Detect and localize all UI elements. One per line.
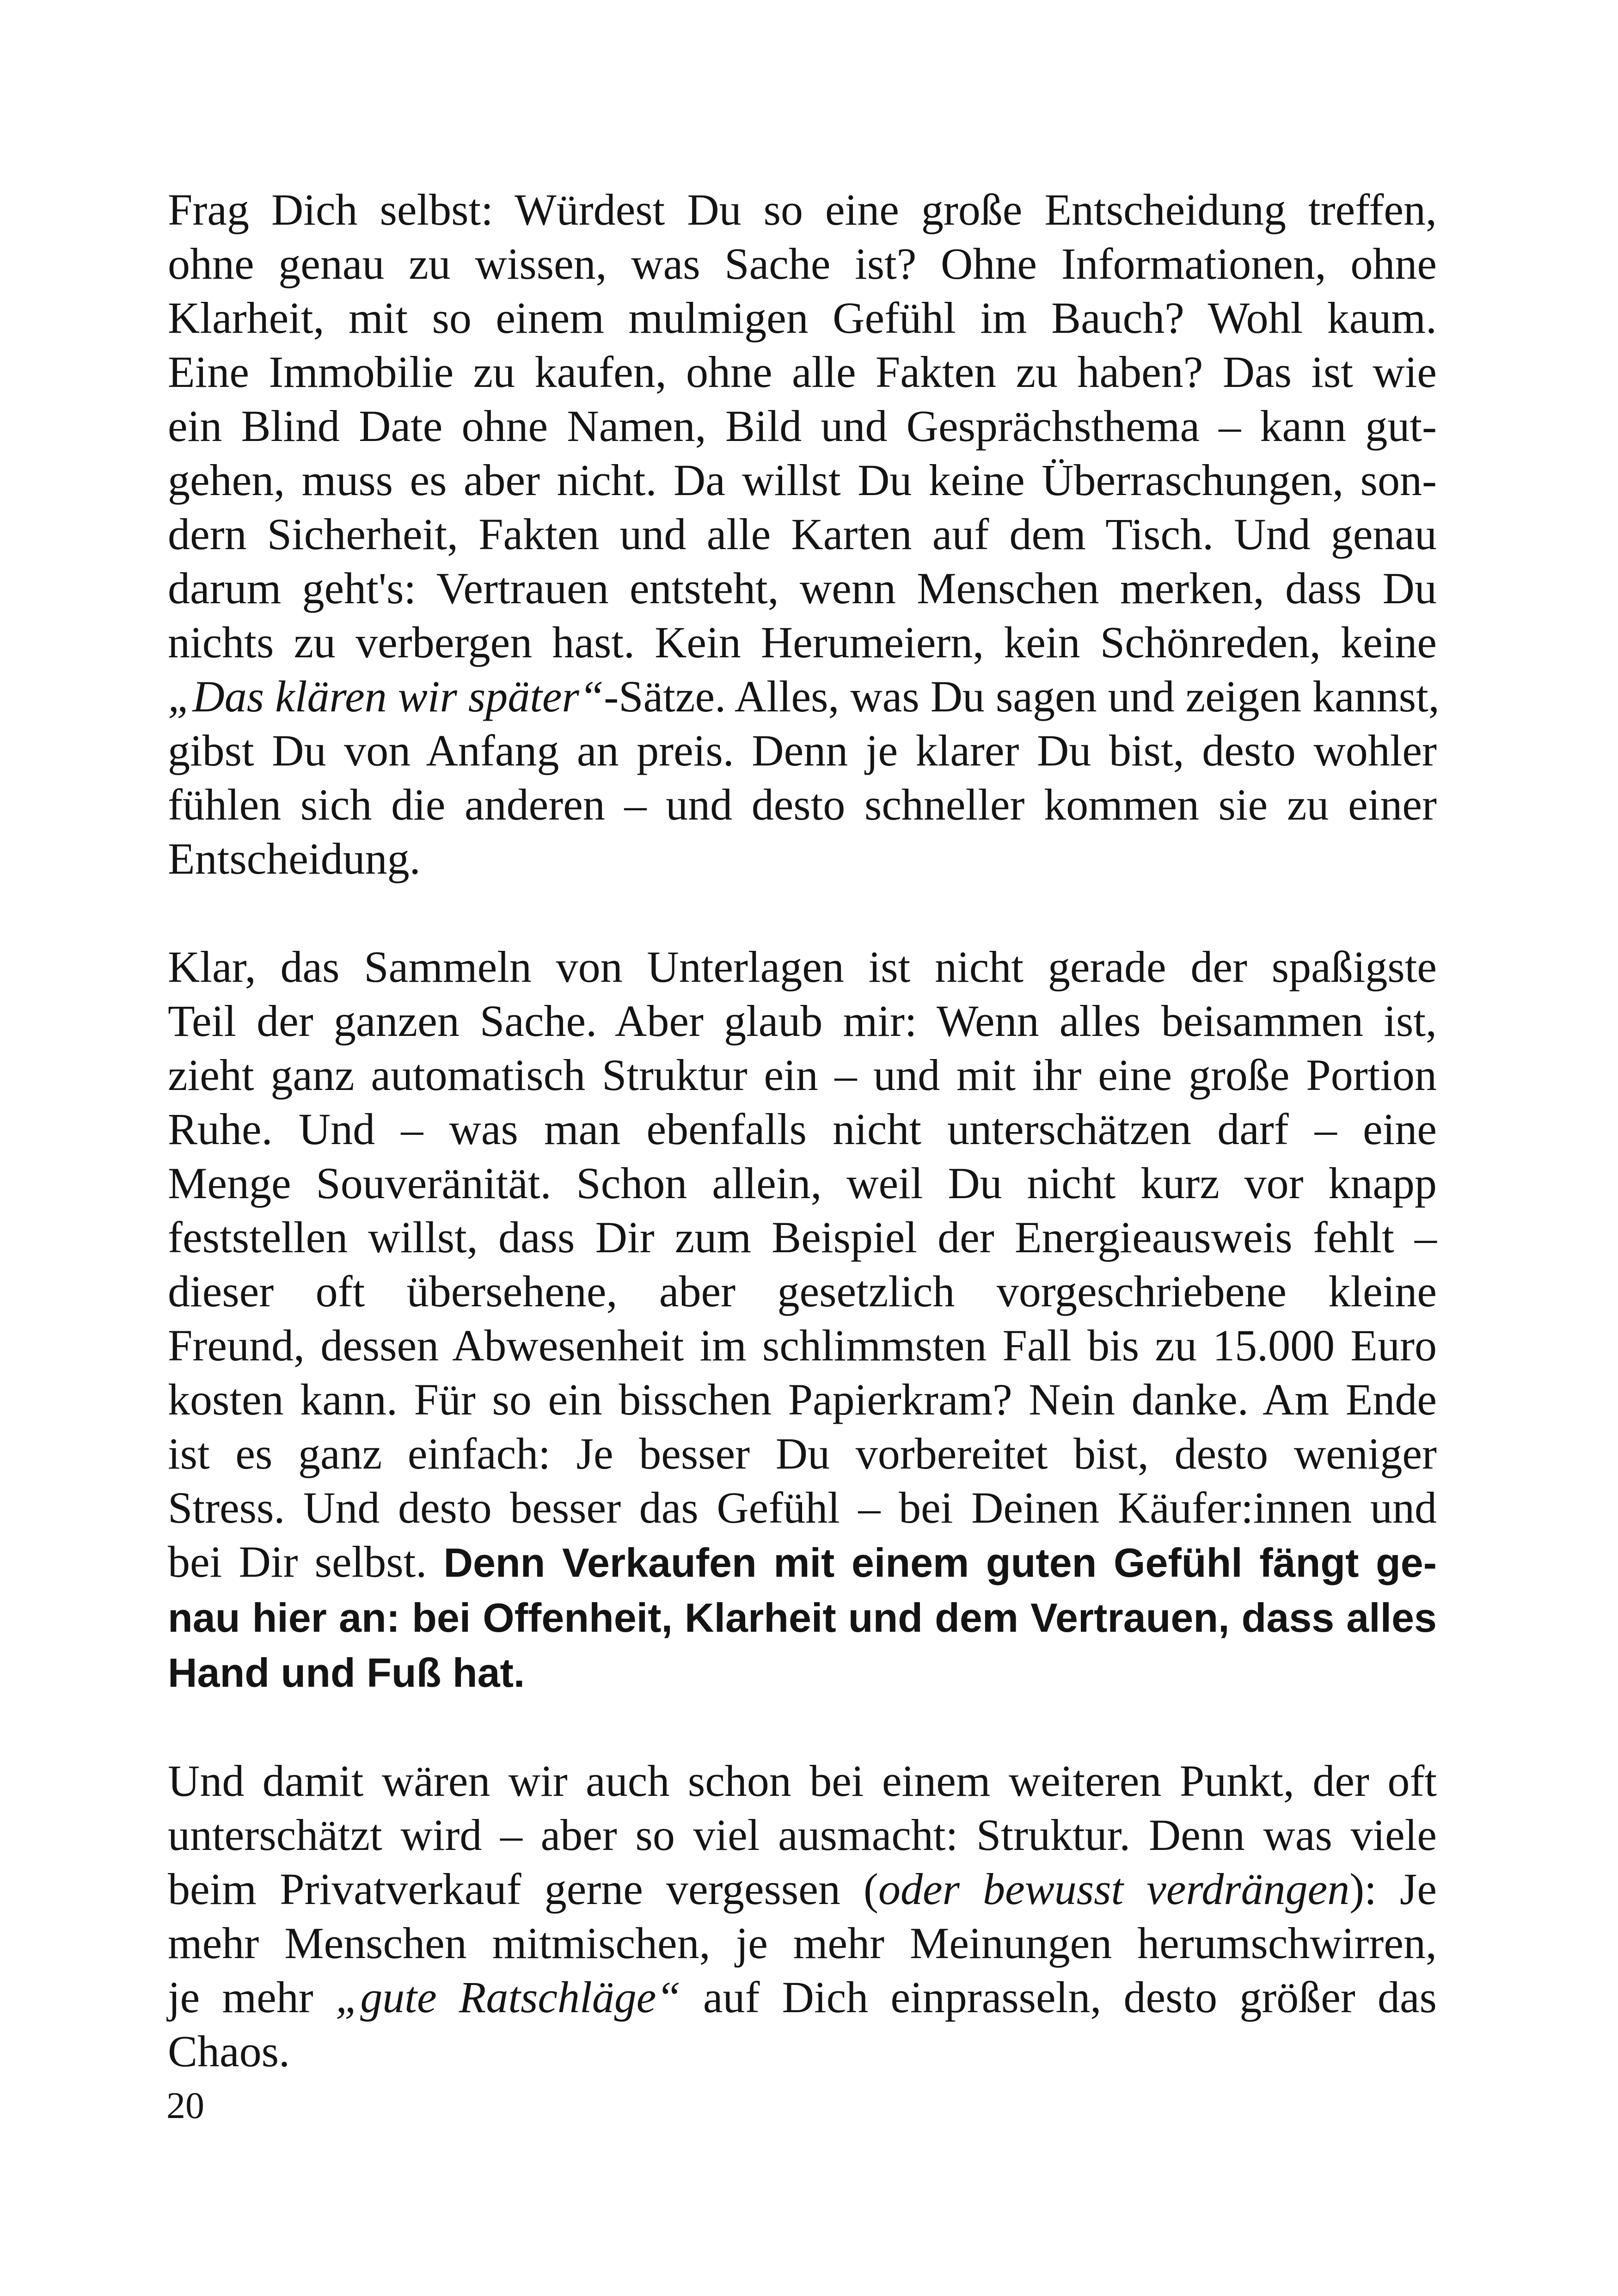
text-line bbox=[168, 832, 1437, 886]
text-segment: ohne genau zu wissen, was Sache ist? Ohne Informationen, ohne bbox=[168, 239, 1437, 288]
text-segment: Ruhe. Und – was man ebenfalls nicht unterschätzen darf – eine bbox=[168, 1104, 1437, 1154]
text-segment: beim Privatverkauf gerne vergessen ( bbox=[168, 1864, 878, 1914]
text-segment: dieser oft übersehene, aber gesetzlich vorgeschriebene kleine bbox=[168, 1267, 1437, 1316]
text-line bbox=[168, 1754, 1437, 1808]
text-line bbox=[168, 399, 1437, 453]
italic-text: oder bewusst verdrängen bbox=[878, 1864, 1350, 1914]
bold-text: nau hier an: bei Offenheit, Klarheit und dem Vertrauen, dass alles bbox=[168, 1595, 1437, 1641]
text-line bbox=[168, 345, 1437, 399]
text-line bbox=[168, 183, 1437, 237]
text-line bbox=[168, 994, 1437, 1048]
text-segment: fühlen sich die anderen – und desto schneller kommen sie zu einer bbox=[168, 780, 1437, 829]
text-segment: auf Dich einprasseln, desto größer das bbox=[680, 1972, 1437, 2022]
text-line bbox=[168, 1970, 1437, 2024]
paragraph bbox=[168, 1754, 1437, 2078]
text-segment: unterschätzt wird – aber so viel ausmacht: Struktur. Denn was viele bbox=[168, 1810, 1437, 1860]
text-segment: Freund, dessen Abwesenheit im schlimmsten Fall bis zu 15.000 Euro bbox=[168, 1321, 1437, 1370]
text-segment: mehr Menschen mitmischen, je mehr Meinungen herumschwirren, bbox=[168, 1918, 1437, 1968]
text-line bbox=[168, 1645, 1437, 1700]
text-segment: ): Je bbox=[1349, 1864, 1437, 1914]
text-segment: Teil der ganzen Sache. Aber glaub mir: Wenn alles beisammen ist, bbox=[168, 996, 1437, 1046]
bold-text: Hand und Fuß hat. bbox=[168, 1650, 525, 1696]
text-segment: kosten kann. Für so ein bisschen Papierkram? Nein danke. Am Ende bbox=[168, 1375, 1437, 1424]
text-segment: Chaos. bbox=[168, 2027, 290, 2076]
text-line bbox=[168, 1427, 1437, 1481]
text-segment: ein Blind Date ohne Namen, Bild und Gesprächsthema – kann gut- bbox=[168, 401, 1437, 451]
text-segment: nichts zu verbergen hast. Kein Herumeiern, kein Schönreden, keine bbox=[168, 618, 1437, 667]
text-line bbox=[168, 1264, 1437, 1318]
text-line bbox=[168, 1372, 1437, 1427]
text-segment: dern Sicherheit, Fakten und alle Karten auf dem Tisch. Und genau bbox=[168, 509, 1437, 559]
paragraph bbox=[168, 940, 1437, 1700]
text-line bbox=[168, 1481, 1437, 1535]
page-body bbox=[168, 183, 1440, 2078]
text-segment: Eine Immobilie zu kaufen, ohne alle Fakten zu haben? Das ist wie bbox=[168, 347, 1437, 397]
text-line bbox=[168, 940, 1437, 994]
italic-text: „Das klären wir später“ bbox=[168, 672, 604, 721]
bold-text: Denn Verkaufen mit einem guten Gefühl fängt ge- bbox=[443, 1540, 1437, 1586]
text-segment: Menge Souveränität. Schon allein, weil Du nicht kurz vor knapp bbox=[168, 1158, 1437, 1208]
text-segment: gehen, muss es aber nicht. Da willst Du keine Überraschungen, son- bbox=[168, 455, 1437, 505]
text-line bbox=[168, 291, 1437, 345]
text-line bbox=[168, 615, 1437, 669]
text-segment: darum geht's: Vertrauen entsteht, wenn Menschen merken, dass Du bbox=[168, 563, 1437, 613]
text-line bbox=[168, 1862, 1437, 1916]
text-line bbox=[168, 723, 1437, 778]
text-line bbox=[168, 1590, 1437, 1645]
text-segment: Stress. Und desto besser das Gefühl – bei Deinen Käufer:innen und bbox=[168, 1483, 1437, 1532]
text-segment: gibst Du von Anfang an preis. Denn je klarer Du bist, desto wohler bbox=[168, 726, 1437, 775]
text-line bbox=[168, 1102, 1437, 1156]
text-line bbox=[168, 561, 1437, 615]
text-segment: je mehr bbox=[168, 1972, 336, 2022]
page-number: 20 bbox=[166, 2084, 204, 2126]
italic-text: „gute Ratschläge“ bbox=[335, 1972, 681, 2022]
text-line bbox=[168, 1535, 1437, 1590]
text-segment: feststellen willst, dass Dir zum Beispiel der Energieausweis fehlt – bbox=[168, 1212, 1437, 1262]
text-line bbox=[168, 1210, 1437, 1264]
text-segment: Klar, das Sammeln von Unterlagen ist nicht gerade der spaßigste bbox=[168, 942, 1437, 992]
text-line bbox=[168, 453, 1437, 507]
text-segment: zieht ganz automatisch Struktur ein – und mit ihr eine große Portion bbox=[168, 1050, 1437, 1100]
text-line bbox=[168, 1808, 1437, 1862]
text-segment: Klarheit, mit so einem mulmigen Gefühl im Bauch? Wohl kaum. bbox=[168, 293, 1437, 343]
paragraph bbox=[168, 183, 1440, 886]
text-line bbox=[168, 1916, 1437, 1970]
text-line bbox=[168, 778, 1437, 832]
text-line bbox=[168, 2024, 1437, 2078]
text-line bbox=[168, 507, 1437, 561]
text-segment: Entscheidung. bbox=[168, 834, 421, 883]
text-line bbox=[168, 1318, 1437, 1372]
text-segment: ist es ganz einfach: Je besser Du vorbereitet bist, desto weniger bbox=[168, 1429, 1437, 1478]
text-segment: -Sätze. Alles, was Du sagen und zeigen kannst, bbox=[604, 672, 1440, 721]
text-line bbox=[168, 237, 1437, 291]
text-line bbox=[168, 1048, 1437, 1102]
text-segment: bei Dir selbst. bbox=[168, 1537, 444, 1586]
text-segment: Und damit wären wir auch schon bei einem weiteren Punkt, der oft bbox=[168, 1756, 1437, 1806]
text-line bbox=[168, 669, 1440, 723]
text-line bbox=[168, 1156, 1437, 1210]
text-segment: Frag Dich selbst: Würdest Du so eine große Entscheidung treffen, bbox=[168, 185, 1437, 234]
